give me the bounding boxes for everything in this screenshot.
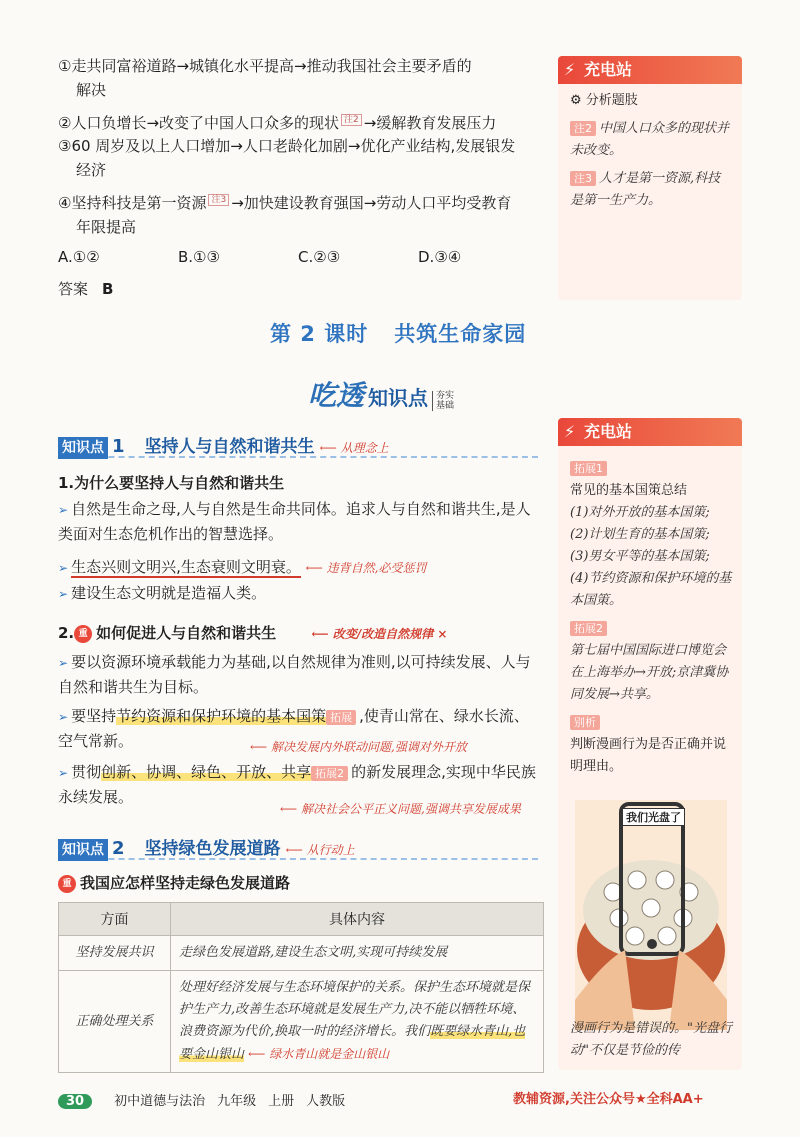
triangle-bullet-icon: ➢ bbox=[58, 766, 69, 780]
item-cont: 经济 bbox=[76, 161, 107, 179]
item-cont: 解决 bbox=[76, 81, 107, 99]
option-c: C.②③ bbox=[298, 248, 341, 266]
answer-line bbox=[58, 278, 113, 299]
kp1-heading-2 bbox=[58, 622, 447, 643]
table-row bbox=[59, 971, 544, 1073]
sidebar-note-2 bbox=[570, 118, 732, 162]
table-header: 方面 bbox=[59, 903, 171, 936]
sidebar-charging-station-1 bbox=[558, 56, 742, 300]
list-item: (2)计划生育的基本国策; bbox=[570, 527, 710, 542]
kp1-para-1 bbox=[58, 497, 543, 546]
item-text: ②人口负增长→改变了中国人口众多的现状 bbox=[58, 114, 340, 132]
key-stamp-icon: 重 bbox=[58, 875, 76, 893]
item-text: ①走共同富裕道路→城镇化水平提高→推动我国社会主要矛盾的 bbox=[58, 57, 472, 75]
logo-mid-text: 知识点 bbox=[368, 386, 429, 410]
logo-small-text: 夯实基础 bbox=[432, 391, 458, 411]
extension-tag: 拓展 bbox=[326, 710, 356, 725]
item-text-after: →加快建设教育强国→劳动人口平均受教育 bbox=[231, 194, 512, 212]
para-text: 建设生态文明就是造福人类。 bbox=[71, 584, 267, 602]
kp-label: 知识点 bbox=[58, 437, 108, 459]
kp1-para-3 bbox=[58, 581, 543, 606]
sidebar-title: 充电站 bbox=[584, 60, 633, 79]
table-cell-aspect: 正确处理关系 bbox=[59, 971, 171, 1073]
handnote: ⟵ 解决社会公平正义问题,强调共享发展成果 bbox=[280, 802, 521, 816]
knowledge-point-1-header bbox=[58, 432, 538, 458]
knowledge-point-2-header bbox=[58, 834, 538, 860]
triangle-bullet-icon: ➢ bbox=[58, 656, 69, 670]
triangle-bullet-icon: ➢ bbox=[58, 710, 69, 724]
ext2-text: 第七届中国国际进口博览会在上海举办→开放;京津冀协同发展→共享。 bbox=[570, 643, 729, 702]
page-number: 30 bbox=[58, 1094, 92, 1109]
option-a: A.①② bbox=[58, 248, 100, 266]
cell-text: 处理好经济发展与生态环境保护的关系。保护生态环境就是保护生产力,改善生态环境就是发展生产力,决不能以牺牲环境、浪费资源为代价,换取一时的经济增长。我们 bbox=[179, 980, 531, 1039]
kp-title: 坚持绿色发展道路 bbox=[144, 839, 281, 859]
book-name: 初中道德与法治 bbox=[114, 1094, 206, 1109]
sidebar-header bbox=[558, 418, 742, 446]
sidebar-header bbox=[558, 56, 742, 84]
question-item-3 bbox=[58, 134, 543, 182]
note-tag: 注3 bbox=[570, 171, 596, 186]
kp-handnote: ⟵ 从行动上 bbox=[285, 843, 355, 857]
kp-handnote-text: 从行动上 bbox=[306, 843, 355, 857]
triangle-bullet-icon: ➢ bbox=[58, 503, 69, 517]
knowledge-logo bbox=[308, 374, 458, 414]
ext1-title: 常见的基本国策总结 bbox=[570, 483, 688, 498]
extension-tag: 拓展2 bbox=[311, 766, 348, 781]
heading-text: 我国应怎样坚持走绿色发展道路 bbox=[80, 874, 291, 892]
question-item-2 bbox=[58, 108, 543, 135]
judge-answer-text: 漫画行为是错误的。"光盘行动"不仅是节俭的传 bbox=[570, 1021, 732, 1058]
option-d: D.③④ bbox=[418, 248, 462, 266]
question-item-1 bbox=[58, 54, 543, 102]
table-cell-content: 走绿色发展道路,建设生态文明,实现可持续发展 bbox=[171, 936, 544, 971]
highlight-text: 创新、协调、绿色、开放、共享 bbox=[101, 763, 312, 781]
key-stamp-icon: 重 bbox=[74, 625, 92, 643]
handnote: ⟵ 违背自然,必受惩罚 bbox=[305, 561, 427, 575]
answer-label: 答案 bbox=[58, 280, 89, 298]
item-cont: 年限提高 bbox=[76, 218, 137, 236]
book-grade: 九年级 bbox=[217, 1094, 257, 1109]
kp2-heading bbox=[58, 872, 290, 893]
list-item: (1)对外开放的基本国策; bbox=[570, 505, 710, 520]
kp1-heading-1: 1.为什么要坚持人与自然和谐共生 bbox=[58, 474, 285, 492]
camera-button-icon bbox=[647, 939, 657, 949]
cartoon-caption: 我们光盘了 bbox=[622, 808, 685, 826]
handnote-text: 绿水青山就是金山银山 bbox=[269, 1047, 390, 1061]
item-text: ③60 周岁及以上人口增加→人口老龄化加剧→优化产业结构,发展银发 bbox=[58, 137, 516, 155]
kp-handnote: ⟵ 从理念上 bbox=[319, 441, 389, 455]
handnote-text: 违背自然,必受惩罚 bbox=[326, 561, 427, 575]
kp-handnote-text: 从理念上 bbox=[340, 441, 389, 455]
kp-title: 坚持人与自然和谐共生 bbox=[144, 437, 315, 457]
lesson-number: 第 2 课时 bbox=[270, 322, 369, 346]
page-footer bbox=[58, 1090, 345, 1109]
table-cell-aspect: 坚持发展共识 bbox=[59, 936, 171, 971]
table-header-row bbox=[59, 903, 544, 936]
kp1-para-4 bbox=[58, 650, 543, 699]
answer-options bbox=[58, 248, 538, 266]
analysis-tag: 别析 bbox=[570, 715, 600, 730]
para-text-c: 的新发展理念,实现中华民族永续发展。 bbox=[58, 763, 536, 806]
question-item-4 bbox=[58, 188, 543, 239]
empty-plate-cartoon bbox=[575, 800, 727, 1030]
note-text: 人才是第一资源,科技是第一生产力。 bbox=[570, 171, 721, 208]
para-text-c: ,使青山常在、绿水长流、空气常新。 bbox=[58, 707, 529, 750]
sidebar-note-3 bbox=[570, 168, 732, 212]
note-tag: 注2 bbox=[570, 121, 596, 136]
lightning-icon: ⚡ bbox=[564, 422, 576, 441]
book-volume: 上册 bbox=[268, 1094, 295, 1109]
kp-number: 1 bbox=[112, 436, 125, 457]
gear-icon: ⚙ bbox=[570, 93, 582, 108]
item-text: ④坚持科技是第一资源 bbox=[58, 194, 207, 212]
lesson-title bbox=[270, 318, 526, 348]
highlight-text: 节约资源和保护环境的基本国策 bbox=[116, 707, 327, 725]
extension-tag: 拓展2 bbox=[570, 621, 607, 636]
note-marker: 注2 bbox=[341, 114, 362, 126]
heading-text: 如何促进人与自然和谐共生 bbox=[96, 624, 277, 642]
triangle-bullet-icon: ➢ bbox=[58, 561, 69, 575]
handnote: ⟵ 解决发展内外联动问题,强调对外开放 bbox=[250, 740, 467, 754]
promo-text: 教辅资源,关注公众号★全科AA+ bbox=[513, 1092, 704, 1107]
option-b: B.①③ bbox=[178, 248, 220, 266]
kp1-para-2 bbox=[58, 555, 543, 580]
triangle-bullet-icon: ➢ bbox=[58, 587, 69, 601]
table-row bbox=[59, 936, 544, 971]
book-edition: 人教版 bbox=[306, 1094, 346, 1109]
para-text: 自然是生命之母,人与自然是生命共同体。追求人与自然和谐共生,是人类面对生态危机作出的智慧选择。 bbox=[58, 500, 531, 543]
para-text-a: 要坚持 bbox=[71, 707, 117, 725]
lesson-name: 共筑生命家园 bbox=[394, 322, 527, 346]
list-item: (3)男女平等的基本国策; bbox=[570, 549, 710, 564]
logo-big-text: 吃透 bbox=[308, 379, 365, 412]
judge-title: 判断漫画行为是否正确并说明理由。 bbox=[570, 737, 727, 774]
lightning-icon: ⚡ bbox=[564, 60, 576, 79]
note-marker: 注3 bbox=[208, 194, 229, 206]
green-development-table bbox=[58, 902, 544, 1073]
handnote: ⟵ 改变/改造自然规律 × bbox=[311, 627, 448, 641]
list-item: (4)节约资源和保护环境的基本国策。 bbox=[570, 571, 732, 608]
kp-number: 2 bbox=[112, 838, 125, 859]
table-header: 具体内容 bbox=[171, 903, 544, 936]
kp-label: 知识点 bbox=[58, 839, 108, 861]
handnote: ⟵ 绿水青山就是金山银山 bbox=[248, 1047, 390, 1061]
extension-tag: 拓展1 bbox=[570, 461, 607, 476]
highlight-text: 既要绿水青山,也要金山银山 bbox=[179, 1024, 526, 1062]
note-text: 中国人口众多的现状并未改变。 bbox=[570, 121, 730, 158]
answer-value: B bbox=[102, 280, 114, 298]
table-cell-content bbox=[171, 971, 544, 1073]
heading-num: 2. bbox=[58, 624, 75, 642]
para-text: 要以资源环境承载能力为基础,以自然规律为准则,以可持续发展、人与自然和谐共生为目标。 bbox=[58, 653, 531, 696]
para-text: 生态兴则文明兴,生态衰则文明衰。 bbox=[71, 558, 301, 576]
section-label: 分析题肢 bbox=[585, 93, 638, 108]
handnote-text: 解决发展内外联动问题,强调对外开放 bbox=[271, 740, 467, 754]
sidebar-title: 充电站 bbox=[584, 422, 633, 441]
handnote-text: 改变/改造自然规律 × bbox=[332, 627, 448, 641]
handnote-text: 解决社会公平正义问题,强调共享发展成果 bbox=[301, 802, 521, 816]
section-title bbox=[570, 90, 732, 112]
item-text-after: →缓解教育发展压力 bbox=[363, 114, 497, 132]
para-text-a: 贯彻 bbox=[71, 763, 102, 781]
